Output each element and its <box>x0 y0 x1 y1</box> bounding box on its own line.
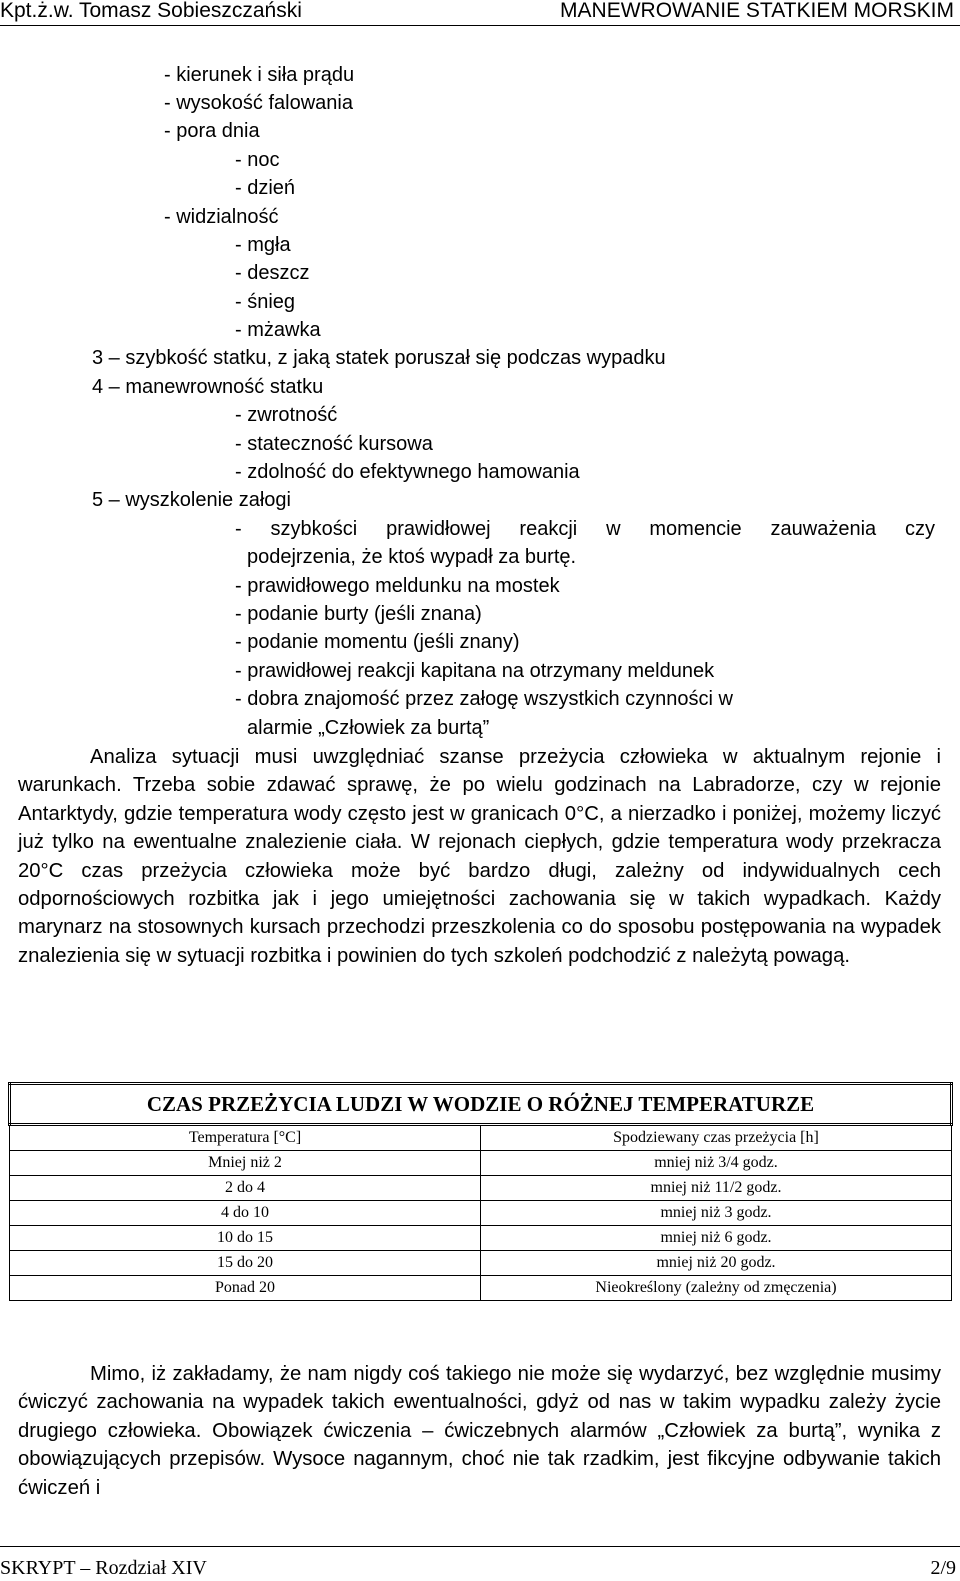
table-row <box>10 1176 952 1201</box>
list-heading: 5 – wyszkolenie załogi <box>92 489 291 511</box>
list-item: - zdolność do efektywnego hamowania <box>235 461 580 483</box>
cell-temperature: 15 do 20 <box>10 1251 481 1276</box>
list-item-continuation: podejrzenia, że ktoś wypadł za burtę. <box>247 546 577 568</box>
list-item: - deszcz <box>235 262 310 284</box>
closing-paragraph: Mimo, iż zakładamy, że nam nigdy coś takiego nie może się wydarzyć, bez względnie musimy ćwiczyć zachowania na wypadek takich ewentualności, gdyż od nas w takim wypadku zależy życie drugiego człowieka. Obowiązek ćwiczenia – ćwiczebnych alarmów „Człowiek za burtą”, wynika z obowiązujących przepisów. Wysoce nagannym, choć nie tak rzadkim, jest fikcyjne odbywanie takich ćwiczeń i <box>18 1363 941 1499</box>
list-item: - podanie momentu (jeśli znany) <box>235 631 520 653</box>
list-item: - szybkości prawidłowej reakcji w momencie zauważenia czy <box>235 518 935 540</box>
table-row <box>10 1151 952 1176</box>
list-item: - prawidłowej reakcji kapitana na otrzymany meldunek <box>235 660 715 682</box>
list-item: - kierunek i siła prądu <box>164 64 355 86</box>
cell-survival-time: mniej niż 11/2 godz. <box>481 1176 952 1201</box>
list-item: - podanie burty (jeśli znana) <box>235 603 482 625</box>
list-item: - mgła <box>235 234 291 256</box>
table-header-row <box>10 1125 952 1151</box>
list-heading: 3 – szybkość statku, z jaką statek poruszał się podczas wypadku <box>92 347 666 369</box>
analysis-paragraph: Analiza sytuacji musi uwzględniać szanse przeżycia człowieka w aktualnym rejonie i warunkach. Trzeba sobie zdawać sprawę, że po wielu godzinach na Labradorze, czy w rejonie Antarktydy, gdzie temperatura wody często jest w granicach 0°C, a nierzadko i poniżej, możemy liczyć już tylko na ewentualne znalezienie ciała. W rejonach ciepłych, gdzie temperatura wody przekracza 20°C czas przeżycia człowieka może być bardzo długi, zależny od indywidualnych cech odpornościowych rozbitka jak i jego umiejętności zachowania się w takich wypadkach. Każdy marynarz na stosownych kursach przechodzi przeszkolenia co do sposobu postępowania na wypadek znalezienia się w sytuacji rozbitka i powinien do tych szkoleń podchodzić z należytą powagą. <box>18 746 941 967</box>
list-item-continuation: alarmie „Człowiek za burtą” <box>247 717 490 739</box>
cell-survival-time: mniej niż 3/4 godz. <box>481 1151 952 1176</box>
table-title: CZAS PRZEŻYCIA LUDZI W WODZIE O RÓŻNEJ TEMPERATURZE <box>10 1084 952 1125</box>
table-row <box>10 1251 952 1276</box>
page-footer <box>0 1546 960 1581</box>
cell-survival-time: mniej niż 6 godz. <box>481 1226 952 1251</box>
header-rule <box>0 25 960 26</box>
footer-chapter: SKRYPT – Rozdział XIV <box>0 1557 207 1579</box>
page-header <box>0 0 960 26</box>
header-author: Kpt.ż.w. Tomasz Sobieszczański <box>0 0 302 22</box>
list-item: - widzialność <box>164 206 279 228</box>
list-item: - stateczność kursowa <box>235 433 433 455</box>
cell-temperature: Mniej niż 2 <box>10 1151 481 1176</box>
table-row <box>10 1276 952 1301</box>
list-item: - pora dnia <box>164 120 260 142</box>
list-item: - zwrotność <box>235 404 338 426</box>
header-temperature: Temperatura [°C] <box>10 1125 481 1151</box>
list-item: - noc <box>235 149 280 171</box>
survival-table <box>8 1082 953 1301</box>
header-title: MANEWROWANIE STATKIEM MORSKIM <box>560 0 954 22</box>
list-item: - śnieg <box>235 291 296 313</box>
cell-survival-time: Nieokreślony (zależny od zmęczenia) <box>481 1276 952 1301</box>
list-item: - wysokość falowania <box>164 92 353 114</box>
header-survival-time: Spodziewany czas przeżycia [h] <box>481 1125 952 1151</box>
cell-temperature: Ponad 20 <box>10 1276 481 1301</box>
list-item: - dobra znajomość przez załogę wszystkich czynności w <box>235 688 733 710</box>
list-heading: 4 – manewrowność statku <box>92 376 324 398</box>
table-row <box>10 1201 952 1226</box>
list-item: - dzień <box>235 177 296 199</box>
cell-temperature: 4 do 10 <box>10 1201 481 1226</box>
footer-page-number: 2/9 <box>930 1557 956 1579</box>
list-item: - prawidłowego meldunku na mostek <box>235 575 560 597</box>
cell-survival-time: mniej niż 3 godz. <box>481 1201 952 1226</box>
cell-temperature: 10 do 15 <box>10 1226 481 1251</box>
cell-survival-time: mniej niż 20 godz. <box>481 1251 952 1276</box>
table-row <box>10 1226 952 1251</box>
cell-temperature: 2 do 4 <box>10 1176 481 1201</box>
footer-rule <box>0 1546 960 1547</box>
list-item: - mżawka <box>235 319 321 341</box>
